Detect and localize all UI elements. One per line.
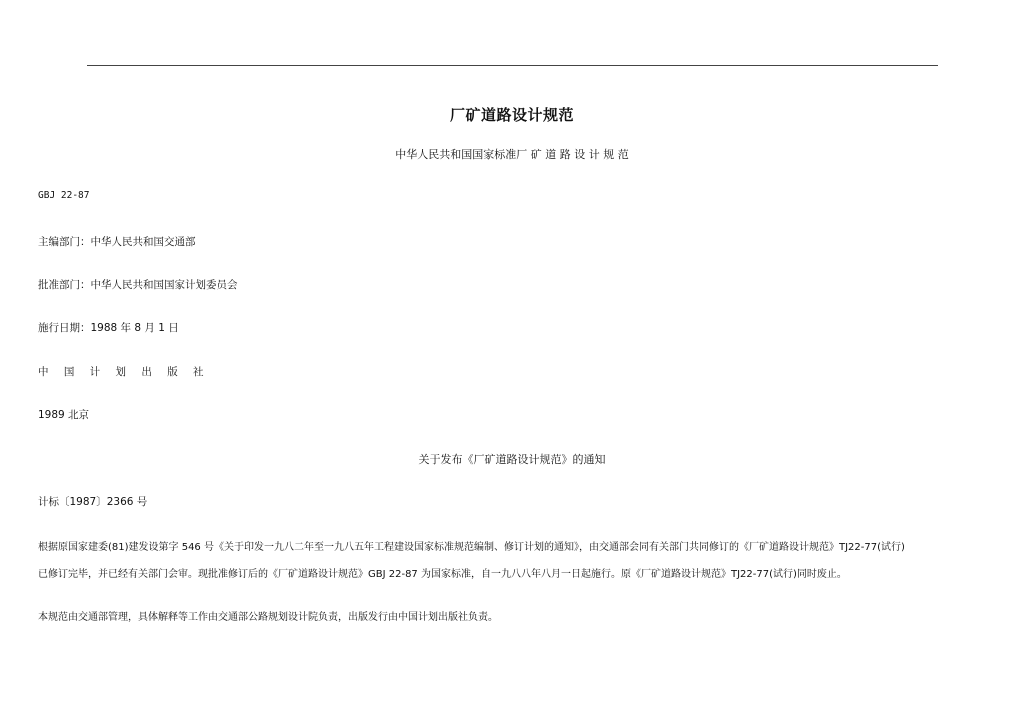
paragraph-2: 本规范由交通部管理，具体解释等工作由交通部公路规划设计院负责，出版发行由中国计划出版社负责。 — [38, 612, 498, 623]
notice-number: 计标〔1987〕2366 号 — [38, 496, 148, 508]
standard-code: GBJ 22-87 — [38, 190, 90, 201]
publication-year-place: 1989 北京 — [38, 409, 90, 421]
approval-department: 批准部门：中华人民共和国国家计划委员会 — [38, 279, 238, 291]
paragraph-1-line-2: 已修订完毕，并已经有关部门会审。现批准修订后的《厂矿道路设计规范》GBJ 22-87 为国家标准，自一九八八年八月一日起施行。原《厂矿道路设计规范》TJ22-77(试行)同时废止。 — [38, 569, 847, 580]
document-subtitle: 中华人民共和国国家标准厂 矿 道 路 设 计 规 范 — [395, 148, 629, 161]
header-rule — [87, 65, 938, 66]
editor-department: 主编部门：中华人民共和国交通部 — [38, 236, 196, 248]
paragraph-1-line-1: 根据原国家建委(81)建发设第字 546 号《关于印发一九八二年至一九八五年工程建设国家标准规范编制、修订计划的通知》，由交通部会同有关部门共同修订的《厂矿道路设计规范》TJ22-77(试行) — [38, 542, 905, 553]
effective-date: 施行日期：1988 年 8 月 1 日 — [38, 322, 179, 334]
publisher: 中 国 计 划 出 版 社 — [38, 366, 210, 378]
document-title: 厂矿道路设计规范 — [449, 106, 574, 124]
notice-title: 关于发布《厂矿道路设计规范》的通知 — [418, 453, 606, 466]
